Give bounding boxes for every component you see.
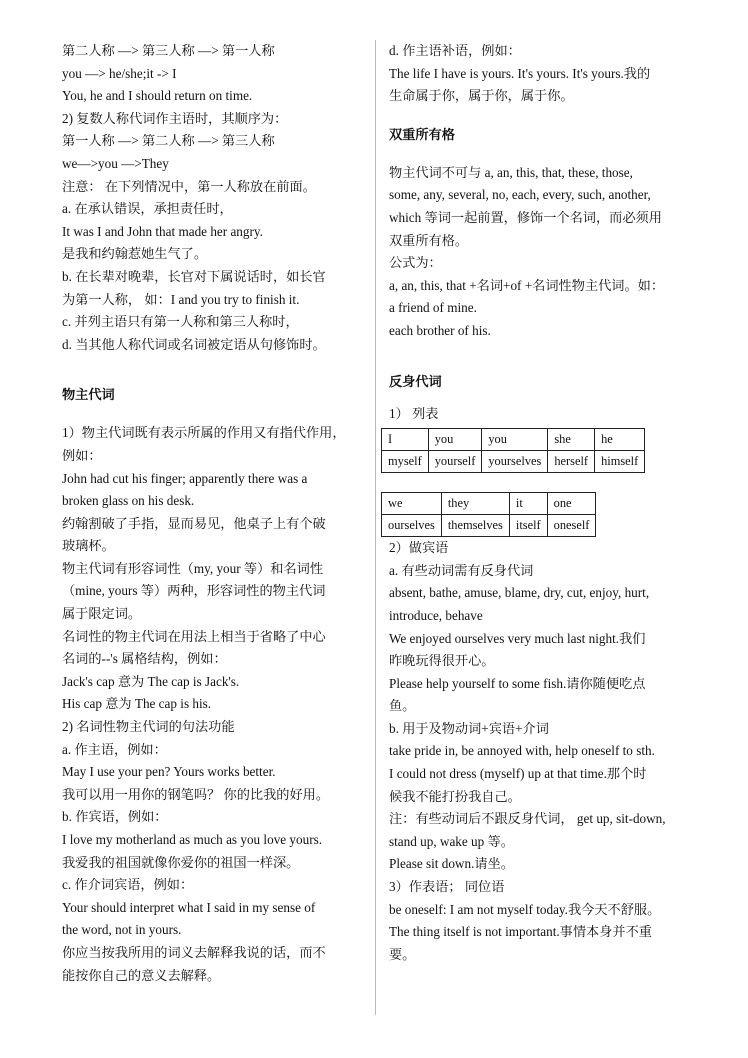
text-line: b. 在长辈对晚辈，长官对下属说话时，如长官 bbox=[62, 268, 326, 284]
text-line: 昨晚玩得很开心。 bbox=[389, 653, 495, 669]
section-heading: 双重所有格 bbox=[389, 126, 455, 142]
text-line: 第二人称 —> 第三人称 —> 第一人称 bbox=[62, 43, 275, 58]
column-divider bbox=[375, 40, 376, 1015]
left-column bbox=[62, 40, 368, 987]
table-cell: ourselves bbox=[382, 515, 442, 537]
table-cell: herself bbox=[548, 451, 595, 473]
text-line: 2）做宾语 bbox=[389, 540, 449, 556]
text-line: 物主代词有形容词性（my, your 等）和名词性 bbox=[62, 560, 324, 576]
table-row bbox=[382, 429, 645, 451]
table-cell: I bbox=[382, 429, 429, 451]
text-line: b. 用于及物动词+宾语+介词 bbox=[389, 720, 549, 736]
text-line: Please sit down.请坐。 bbox=[389, 856, 514, 872]
text-line: 名词性的物主代词在用法上相当于省略了中心 bbox=[62, 628, 326, 644]
table-cell: he bbox=[595, 429, 645, 451]
text-line: The life I have is yours. It's yours. It's yours.我的 bbox=[389, 65, 651, 81]
text-line: The thing itself is not important.事情本身并不重 bbox=[389, 924, 652, 940]
table-cell: yourself bbox=[428, 451, 482, 473]
table-row bbox=[382, 451, 645, 473]
table-cell: it bbox=[509, 493, 547, 515]
text-line: take pride in, be annoyed with, help oneself to sth. bbox=[389, 743, 655, 759]
text-line: 生命属于你，属于你，属于你。 bbox=[389, 88, 574, 104]
text-line: 候我不能打扮我自己。 bbox=[389, 788, 521, 804]
text-line: 2) 复数人称代词作主语时，其顺序为： bbox=[62, 110, 288, 126]
text-line: 1） 列表 bbox=[389, 405, 439, 421]
text-line: We enjoyed ourselves very much last night.我们 bbox=[389, 630, 646, 646]
text-line: May I use your pen? Yours works better. bbox=[62, 764, 276, 780]
text-line: You, he and I should return on time. bbox=[62, 88, 253, 104]
table-cell: themselves bbox=[441, 515, 509, 537]
spacer bbox=[389, 393, 694, 403]
spacer bbox=[389, 343, 694, 371]
text-line: 例如： bbox=[62, 447, 102, 463]
text-line: b. 作宾语，例如： bbox=[62, 809, 168, 825]
text-line: be oneself: I am not myself today.我今天不舒服。 bbox=[389, 901, 661, 917]
table-cell: they bbox=[441, 493, 509, 515]
text-line: 1）物主代词既有表示所属的作用又有指代作用， bbox=[62, 425, 346, 441]
text-line: 我可以用一用你的钢笔吗？ 你的比我的好用。 bbox=[62, 786, 330, 802]
text-line: Jack's cap 意为 The cap is Jack's. bbox=[62, 673, 240, 689]
text-line: 是我和约翰惹她生气了。 bbox=[62, 246, 208, 262]
spacer bbox=[62, 356, 368, 384]
text-line: 双重所有格。 bbox=[389, 232, 469, 248]
text-line: broken glass on his desk. bbox=[62, 493, 195, 509]
text-line: 属于限定词。 bbox=[62, 606, 142, 622]
text-line: I could not dress (myself) up at that time.那个时 bbox=[389, 766, 647, 782]
table-cell: one bbox=[547, 493, 596, 515]
text-line: a friend of mine. bbox=[389, 300, 477, 316]
text-line: c. 作介词宾语，例如： bbox=[62, 877, 194, 893]
table-cell: she bbox=[548, 429, 595, 451]
text-line: a. 有些动词需有反身代词 bbox=[389, 562, 534, 578]
text-line: d. 作主语补语，例如： bbox=[389, 43, 521, 58]
text-line: each brother of his. bbox=[389, 322, 491, 338]
text-line: 你应当按我所用的词义去解释我说的话，而不 bbox=[62, 944, 326, 960]
text-line: 公式为： bbox=[389, 255, 442, 271]
text-line: Your should interpret what I said in my sense of bbox=[62, 899, 316, 915]
text-line: stand up, wake up 等。 bbox=[389, 833, 514, 849]
text-line: It was I and John that made her angry. bbox=[62, 223, 263, 239]
spacer bbox=[389, 108, 694, 124]
table-cell: you bbox=[428, 429, 482, 451]
table-cell: you bbox=[482, 429, 548, 451]
text-line: a, an, this, that +名词+of +名词性物主代词。如： bbox=[389, 277, 665, 293]
section-heading: 物主代词 bbox=[62, 387, 115, 403]
text-line: 能按你自己的意义去解释。 bbox=[62, 967, 221, 983]
table-cell: yourselves bbox=[482, 451, 548, 473]
spacer bbox=[389, 146, 694, 162]
text-line: you —> he/she;it -> I bbox=[62, 65, 177, 81]
table-cell: oneself bbox=[547, 515, 596, 537]
text-line: the word, not in yours. bbox=[62, 922, 182, 938]
text-line: 物主代词不可与 a, an, this, that, these, those, bbox=[389, 164, 633, 180]
reflexive-pronoun-table bbox=[381, 428, 645, 473]
text-line: absent, bathe, amuse, blame, dry, cut, enjoy, hurt, bbox=[389, 585, 650, 601]
table-row bbox=[382, 515, 596, 537]
spacer bbox=[62, 406, 368, 422]
text-line: which 等词一起前置，修饰一个名词，而必须用 bbox=[389, 209, 662, 225]
text-line: we—>you —>They bbox=[62, 155, 169, 171]
text-line: 要。 bbox=[389, 946, 416, 962]
text-line: 约翰割破了手指，显而易见，他桌子上有个破 bbox=[62, 515, 326, 531]
text-line: 3）作表语； 同位语 bbox=[389, 879, 505, 895]
text-line: 注：有些动词后不跟反身代词， get up, sit-down, bbox=[389, 811, 666, 827]
text-line: 2) 名词性物主代词的句法功能 bbox=[62, 719, 235, 735]
text-line: 注意： 在下列情况中，第一人称放在前面。 bbox=[62, 178, 316, 194]
text-line: 我爱我的祖国就像你爱你的祖国一样深。 bbox=[62, 854, 300, 870]
text-line: His cap 意为 The cap is his. bbox=[62, 696, 212, 712]
text-line: Please help yourself to some fish.请你随便吃点 bbox=[389, 675, 646, 691]
table-cell: himself bbox=[595, 451, 645, 473]
text-line: 为第一人称， 如：I and you try to finish it. bbox=[62, 291, 300, 307]
table-cell: myself bbox=[382, 451, 429, 473]
spacer bbox=[389, 473, 694, 489]
text-line: a. 在承认错误，承担责任时， bbox=[62, 201, 233, 217]
reflexive-pronoun-table bbox=[381, 492, 596, 537]
table-cell: we bbox=[382, 493, 442, 515]
section-heading: 反身代词 bbox=[389, 373, 442, 389]
text-line: 鱼。 bbox=[389, 698, 416, 714]
text-line: （mine, yours 等）两种，形容词性的物主代词 bbox=[62, 583, 326, 599]
text-line: d. 当其他人称代词或名词被定语从句修饰时。 bbox=[62, 336, 326, 352]
text-line: 第一人称 —> 第二人称 —> 第三人称 bbox=[62, 133, 275, 149]
text-line: 玻璃杯。 bbox=[62, 538, 115, 554]
text-line: introduce, behave bbox=[389, 607, 483, 623]
text-line: 名词的--'s 属格结构，例如： bbox=[62, 651, 227, 667]
text-line: some, any, several, no, each, every, such, another, bbox=[389, 187, 651, 203]
text-line: c. 并列主语只有第一人称和第三人称时， bbox=[62, 314, 299, 330]
table-row bbox=[382, 493, 596, 515]
table-cell: itself bbox=[509, 515, 547, 537]
text-line: John had cut his finger; apparently there was a bbox=[62, 470, 308, 486]
text-line: I love my motherland as much as you love yours. bbox=[62, 832, 323, 847]
text-line: a. 作主语，例如： bbox=[62, 741, 167, 757]
right-column bbox=[389, 40, 694, 966]
